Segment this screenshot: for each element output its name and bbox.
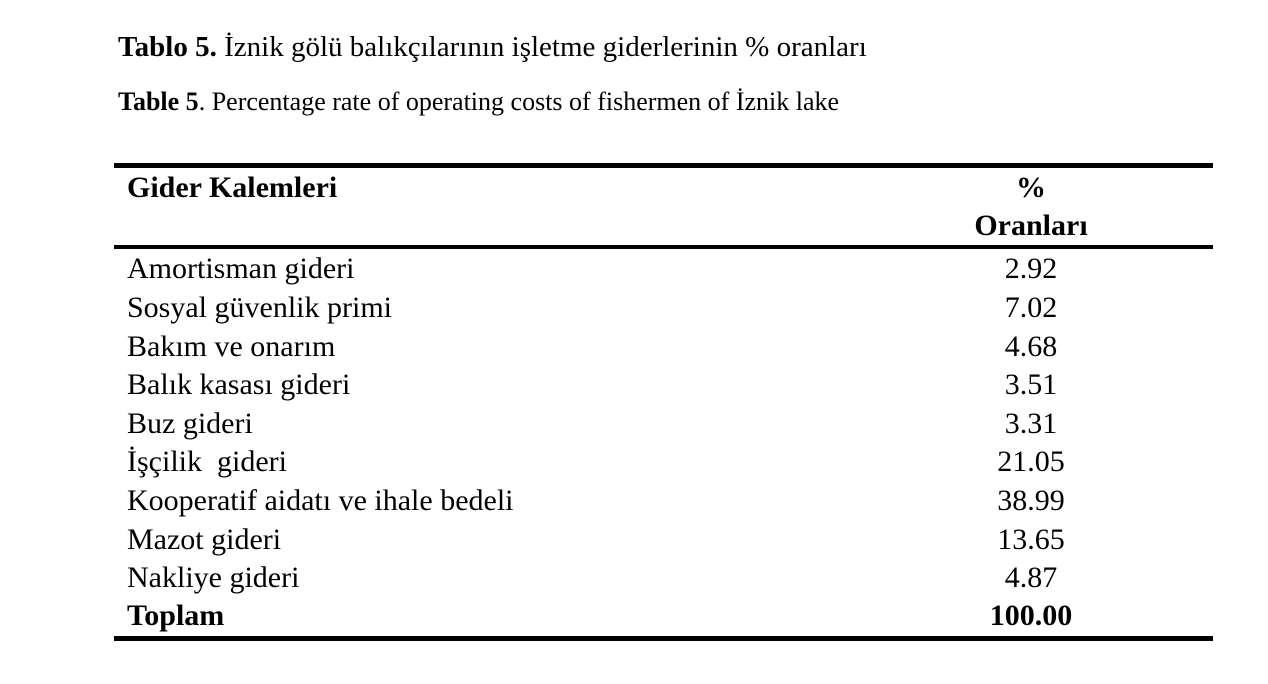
total-rate: 100.00: [989, 599, 1073, 632]
row-item: Buz gideri: [127, 407, 253, 440]
row-item: Kooperatif aidatı ve ihale bedeli: [127, 484, 514, 517]
row-rate: 7.02: [1004, 291, 1058, 324]
table-row: [0, 525, 1268, 563]
row-item: Mazot gideri: [127, 523, 282, 556]
table-caption-english: [118, 89, 839, 115]
table-bottom-rule: [114, 636, 1213, 641]
table-row: [0, 447, 1268, 485]
column-header-rate-symbol: %: [1016, 171, 1046, 204]
table-row: [0, 409, 1268, 447]
row-item: Balık kasası gideri: [127, 368, 351, 401]
row-rate: 3.51: [1004, 368, 1058, 401]
column-header-item: Gider Kalemleri: [127, 171, 338, 204]
table-number-label-tr: Tablo 5.: [118, 31, 217, 63]
table-row: [0, 486, 1268, 524]
table-caption-turkish: [118, 33, 867, 62]
total-label: Toplam: [127, 599, 225, 632]
row-item: Bakım ve onarım: [127, 330, 336, 363]
row-rate: 21.05: [997, 445, 1065, 478]
column-header-rate: Oranları: [974, 209, 1088, 242]
table-row: [0, 293, 1268, 331]
table-header-rule: [114, 245, 1213, 249]
row-item: Sosyal güvenlik primi: [127, 291, 392, 324]
table-total-row: [0, 601, 1268, 639]
table-title-tr: İznik gölü balıkçılarının işletme giderlerinin % oranları: [216, 31, 867, 63]
table-row: [0, 563, 1268, 601]
row-rate: 4.68: [1004, 330, 1058, 363]
row-item: İşçilik gideri: [127, 445, 287, 478]
row-item: Nakliye gideri: [127, 561, 300, 594]
table-row: [0, 332, 1268, 370]
row-rate: 13.65: [997, 523, 1065, 556]
table-title-en: . Percentage rate of operating costs of fishermen of İznik lake: [198, 87, 840, 116]
table-top-rule: [114, 163, 1213, 168]
row-rate: 38.99: [997, 484, 1065, 517]
table-number-label-en: Table 5: [118, 87, 199, 116]
table-row: [0, 370, 1268, 408]
row-item: Amortisman gideri: [127, 252, 355, 285]
row-rate: 4.87: [1004, 561, 1058, 594]
table-row: [0, 254, 1268, 292]
row-rate: 3.31: [1004, 407, 1058, 440]
row-rate: 2.92: [1004, 252, 1058, 285]
